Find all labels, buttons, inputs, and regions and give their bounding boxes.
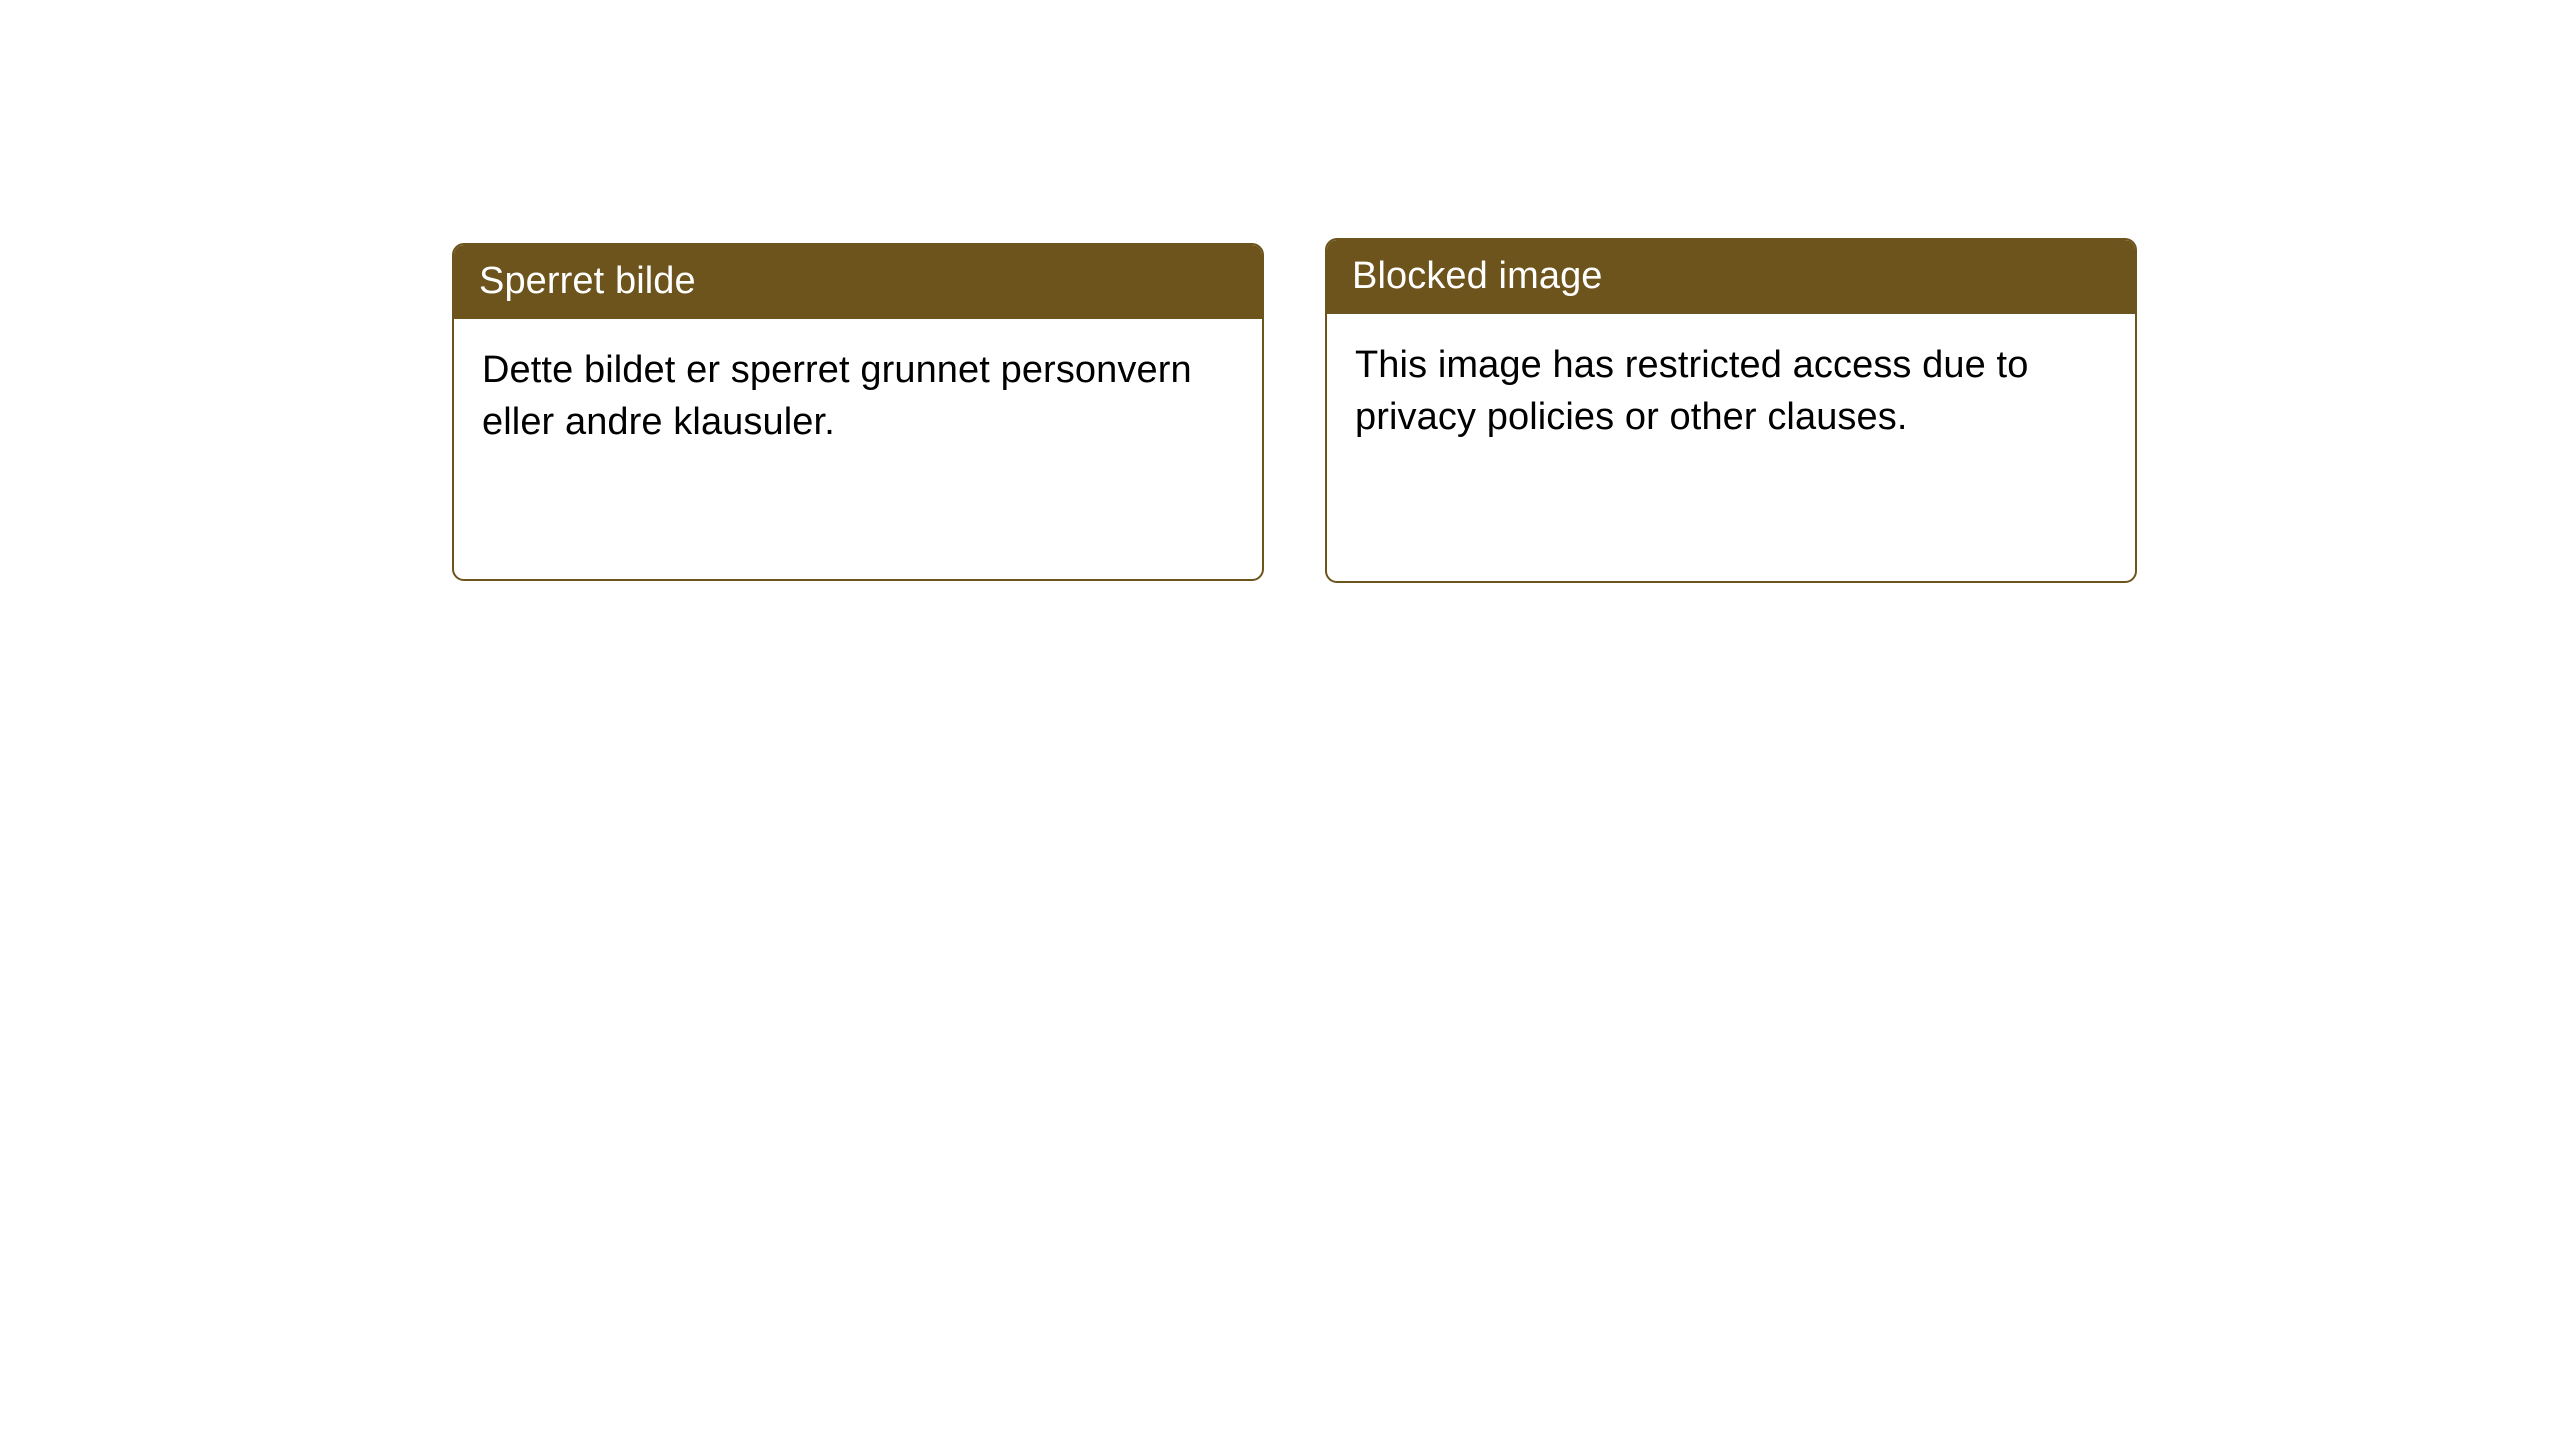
notice-title-english: Blocked image: [1327, 240, 2135, 314]
notice-body-norwegian: [454, 319, 1262, 448]
notice-message-english: This image has restricted access due to privacy policies or other clauses.: [1355, 344, 2029, 438]
notice-body-english: [1327, 314, 2135, 443]
notice-title-norwegian: Sperret bilde: [454, 245, 1262, 319]
notice-message-norwegian: Dette bildet er sperret grunnet personvern eller andre klausuler.: [482, 349, 1192, 443]
blocked-image-notice-norwegian: [452, 243, 1264, 581]
blocked-image-notice-english: [1325, 238, 2137, 583]
